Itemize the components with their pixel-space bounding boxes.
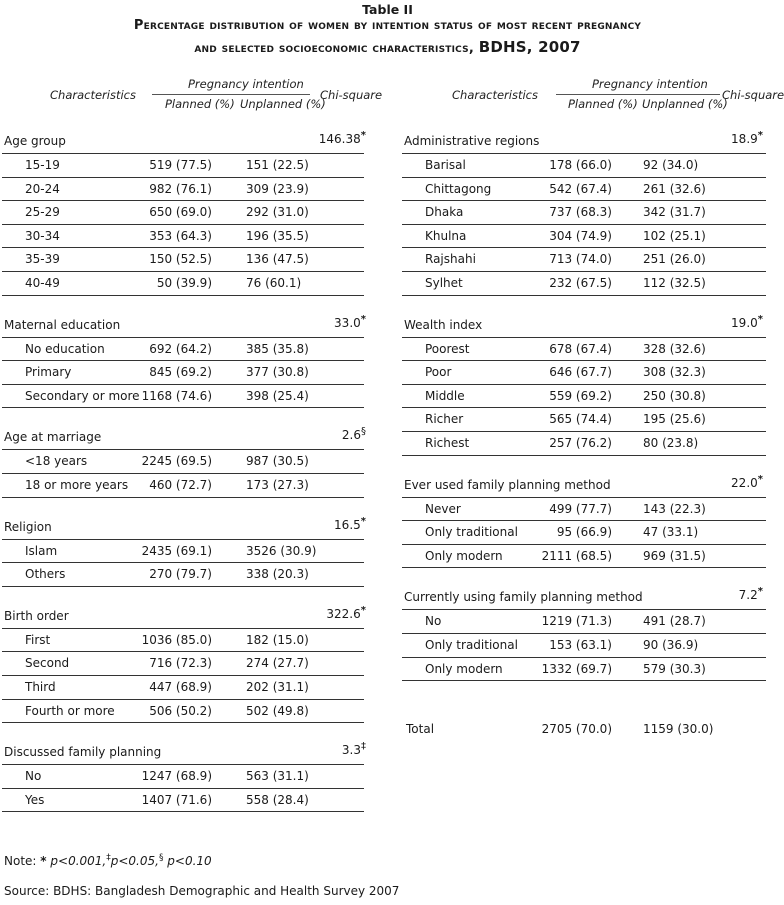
unplanned-value: 579 (30.3) bbox=[643, 661, 706, 676]
note-star: * bbox=[40, 854, 47, 868]
note-prefix: Note: bbox=[4, 854, 37, 868]
row-label: Third bbox=[25, 680, 56, 694]
header-pregnancy-intention: Pregnancy intention bbox=[188, 77, 304, 91]
chi-significance-mark: * bbox=[757, 313, 763, 325]
planned-value: 1407 (71.6) bbox=[141, 792, 212, 807]
table-row bbox=[2, 224, 364, 248]
table-row bbox=[402, 384, 766, 408]
table-row bbox=[2, 628, 364, 652]
table-row bbox=[2, 384, 364, 408]
planned-value: 460 (72.7) bbox=[149, 478, 212, 492]
group-bottom-rule bbox=[2, 407, 364, 408]
group-bottom-rule bbox=[402, 680, 766, 681]
total-label: Total bbox=[406, 722, 435, 736]
row-label: Only traditional bbox=[425, 638, 518, 652]
chi-square-value bbox=[326, 604, 366, 621]
row-label: Rajshahi bbox=[425, 252, 476, 267]
unplanned-value: 173 (27.3) bbox=[246, 478, 309, 492]
unplanned-value: 502 (49.8) bbox=[246, 703, 309, 718]
planned-value: 737 (68.3) bbox=[549, 205, 612, 220]
table-row bbox=[402, 224, 766, 248]
header-rule bbox=[556, 94, 720, 95]
row-label: No bbox=[425, 614, 442, 629]
chi-value: 22.0 bbox=[731, 475, 758, 490]
unplanned-value: 385 (35.8) bbox=[246, 341, 309, 356]
chi-square-value bbox=[731, 473, 763, 490]
row-label: Dhaka bbox=[425, 205, 464, 220]
planned-value: 2435 (69.1) bbox=[141, 543, 212, 558]
header-rule bbox=[152, 94, 310, 95]
unplanned-value: 308 (32.3) bbox=[643, 365, 706, 380]
group-bottom-rule bbox=[2, 497, 364, 498]
table-row bbox=[2, 675, 364, 699]
unplanned-value: 112 (32.5) bbox=[643, 276, 706, 290]
row-label: Chittagong bbox=[425, 181, 492, 196]
row-label: 25-29 bbox=[25, 205, 60, 220]
unplanned-value: 292 (31.0) bbox=[246, 205, 309, 220]
group-bottom-rule bbox=[402, 567, 766, 568]
unplanned-value: 250 (30.8) bbox=[643, 388, 706, 403]
group-bottom-rule bbox=[2, 811, 364, 812]
note-p2: p<0.05, bbox=[110, 854, 159, 868]
unplanned-value: 563 (31.1) bbox=[246, 769, 309, 784]
row-label: Secondary or more bbox=[25, 388, 140, 403]
unplanned-value: 136 (47.5) bbox=[246, 252, 309, 267]
table-row bbox=[2, 539, 364, 563]
planned-value: 499 (77.7) bbox=[549, 501, 612, 516]
unplanned-value: 261 (32.6) bbox=[643, 181, 706, 196]
header-planned: Planned (%) bbox=[568, 97, 638, 111]
table-row bbox=[402, 177, 766, 201]
table-row bbox=[2, 651, 364, 675]
unplanned-value: 274 (27.7) bbox=[246, 656, 309, 671]
planned-value: 270 (79.7) bbox=[149, 567, 212, 582]
planned-value: 646 (67.7) bbox=[549, 365, 612, 380]
chi-square-value bbox=[342, 743, 366, 757]
planned-value: 1168 (74.6) bbox=[141, 388, 212, 403]
unplanned-value: 143 (22.3) bbox=[643, 501, 706, 516]
table-row bbox=[2, 271, 364, 295]
row-label: Barisal bbox=[425, 158, 466, 172]
note-section: § bbox=[158, 853, 164, 863]
chi-value: 19.0 bbox=[731, 315, 758, 330]
row-label: Only modern bbox=[425, 548, 503, 563]
planned-value: 178 (66.0) bbox=[549, 158, 612, 172]
table-row bbox=[402, 271, 766, 295]
table-row bbox=[2, 153, 364, 177]
unplanned-value: 195 (25.6) bbox=[643, 412, 706, 427]
group-title: Age at marriage bbox=[4, 430, 102, 445]
planned-value: 2245 (69.5) bbox=[141, 454, 212, 469]
row-label: Yes bbox=[25, 792, 45, 807]
unplanned-value: 196 (35.5) bbox=[246, 228, 309, 243]
row-label: Primary bbox=[25, 365, 72, 380]
chi-value: 33.0 bbox=[334, 315, 361, 330]
row-label: Sylhet bbox=[425, 276, 463, 290]
planned-value: 716 (72.3) bbox=[149, 656, 212, 671]
table-row bbox=[402, 153, 766, 177]
unplanned-value: 251 (26.0) bbox=[643, 252, 706, 267]
table-row bbox=[2, 200, 364, 224]
note-p1: p<0.001, bbox=[50, 854, 107, 868]
header-characteristics: Characteristics bbox=[50, 88, 136, 102]
unplanned-value: 3526 (30.9) bbox=[246, 543, 317, 558]
planned-value: 650 (69.0) bbox=[149, 205, 212, 220]
table-row bbox=[402, 497, 766, 521]
planned-value: 353 (64.3) bbox=[149, 228, 212, 243]
unplanned-value: 80 (23.8) bbox=[643, 436, 699, 450]
group-title: Currently using family planning method bbox=[404, 590, 643, 605]
table-row bbox=[2, 473, 364, 497]
unplanned-value: 969 (31.5) bbox=[643, 548, 706, 563]
planned-value: 2111 (68.5) bbox=[541, 548, 612, 563]
group-bottom-rule bbox=[2, 586, 364, 587]
chi-value: 16.5 bbox=[334, 517, 361, 532]
group-bottom-rule bbox=[2, 722, 364, 723]
row-label: Never bbox=[425, 501, 461, 516]
planned-value: 1247 (68.9) bbox=[141, 769, 212, 784]
row-label: No education bbox=[25, 341, 105, 356]
row-label: 18 or more years bbox=[25, 478, 129, 492]
table-row bbox=[402, 200, 766, 224]
unplanned-value: 342 (31.7) bbox=[643, 205, 706, 220]
planned-value: 692 (64.2) bbox=[149, 341, 212, 356]
chi-value: 7.2 bbox=[738, 588, 758, 603]
unplanned-value: 47 (33.1) bbox=[643, 525, 699, 540]
group-title: Administrative regions bbox=[404, 134, 540, 148]
header-planned: Planned (%) bbox=[165, 97, 235, 111]
planned-value: 447 (68.9) bbox=[149, 680, 212, 694]
group-title: Age group bbox=[4, 134, 66, 148]
header-unplanned: Unplanned (%) bbox=[240, 97, 326, 111]
unplanned-value: 102 (25.1) bbox=[643, 228, 706, 243]
row-label: 30-34 bbox=[25, 228, 60, 243]
unplanned-value: 202 (31.1) bbox=[246, 680, 309, 694]
chi-square-value bbox=[319, 132, 366, 146]
header-chi-square: Chi-square bbox=[722, 88, 784, 102]
table-row bbox=[402, 544, 766, 568]
chi-value: 2.6 bbox=[341, 428, 361, 443]
row-label: No bbox=[25, 769, 42, 784]
title-line2-text: and selected socioeconomic characteristics, bbox=[194, 41, 474, 56]
table-row bbox=[2, 562, 364, 586]
unplanned-value: 328 (32.6) bbox=[643, 341, 706, 356]
planned-value: 95 (66.9) bbox=[556, 525, 612, 540]
planned-value: 257 (76.2) bbox=[549, 436, 612, 450]
total-unplanned: 1159 (30.0) bbox=[643, 722, 714, 736]
unplanned-value: 558 (28.4) bbox=[246, 792, 309, 807]
significance-note bbox=[4, 854, 212, 868]
header-unplanned: Unplanned (%) bbox=[642, 97, 728, 111]
table-row bbox=[2, 699, 364, 723]
group-title: Maternal education bbox=[4, 317, 121, 332]
table-row bbox=[2, 247, 364, 271]
chi-square-value bbox=[342, 428, 366, 442]
table-row bbox=[2, 337, 364, 361]
row-label: 35-39 bbox=[25, 252, 60, 267]
planned-value: 232 (67.5) bbox=[549, 276, 612, 290]
group-title: Ever used family planning method bbox=[404, 477, 611, 492]
title-line2-survey: BDHS, 2007 bbox=[478, 38, 581, 56]
group-title: Birth order bbox=[4, 608, 69, 623]
table-row bbox=[402, 633, 766, 657]
header-pregnancy-intention: Pregnancy intention bbox=[592, 77, 708, 91]
planned-value: 982 (76.1) bbox=[149, 181, 212, 196]
table-row bbox=[402, 247, 766, 271]
chi-square-value bbox=[739, 588, 763, 602]
chi-square-value bbox=[334, 515, 366, 532]
unplanned-value: 90 (36.9) bbox=[643, 638, 699, 652]
group-bottom-rule bbox=[402, 455, 766, 456]
planned-value: 50 (39.9) bbox=[156, 276, 212, 290]
planned-value: 542 (67.4) bbox=[549, 181, 612, 196]
planned-value: 1332 (69.7) bbox=[541, 661, 612, 676]
unplanned-value: 377 (30.8) bbox=[246, 365, 309, 380]
row-label: Second bbox=[25, 656, 70, 671]
table-row bbox=[2, 764, 364, 788]
table-row bbox=[402, 520, 766, 544]
table-row bbox=[402, 337, 766, 361]
chi-value: 322.6 bbox=[326, 606, 361, 621]
planned-value: 150 (52.5) bbox=[149, 252, 212, 267]
row-label: Poor bbox=[425, 365, 452, 380]
table-title-continued bbox=[0, 38, 775, 56]
group-title: Religion bbox=[4, 519, 52, 534]
unplanned-value: 987 (30.5) bbox=[246, 454, 309, 469]
chi-significance-mark: * bbox=[757, 586, 763, 598]
header-chi-square: Chi-square bbox=[320, 88, 383, 102]
table-row bbox=[402, 609, 766, 633]
group-bottom-rule bbox=[2, 295, 364, 296]
table-title: Percentage distribution of women by intention status of most recent pregnancy bbox=[133, 18, 642, 33]
chi-square-value bbox=[334, 313, 366, 330]
chi-significance-mark: * bbox=[360, 313, 366, 325]
planned-value: 1219 (71.3) bbox=[541, 614, 612, 629]
unplanned-value: 338 (20.3) bbox=[246, 567, 309, 582]
row-label: Islam bbox=[25, 543, 58, 558]
row-label: First bbox=[25, 632, 51, 647]
chi-value: 146.38 bbox=[318, 132, 361, 146]
planned-value: 559 (69.2) bbox=[549, 388, 612, 403]
chi-significance-mark: * bbox=[360, 604, 366, 616]
total-planned: 2705 (70.0) bbox=[541, 722, 612, 736]
note-dagger: ‡ bbox=[106, 853, 111, 863]
row-label: Only traditional bbox=[425, 525, 518, 540]
table-row bbox=[2, 788, 364, 812]
chi-square-value bbox=[731, 132, 763, 146]
row-label: 20-24 bbox=[25, 181, 60, 196]
chi-significance-mark: * bbox=[360, 515, 366, 527]
chi-square-value bbox=[731, 313, 763, 330]
table-row bbox=[2, 449, 364, 473]
unplanned-value: 182 (15.0) bbox=[246, 632, 309, 647]
table-row bbox=[402, 431, 766, 455]
chi-significance-mark: * bbox=[757, 473, 763, 485]
planned-value: 565 (74.4) bbox=[549, 412, 612, 427]
row-label: <18 years bbox=[25, 454, 88, 469]
unplanned-value: 92 (34.0) bbox=[643, 158, 699, 172]
row-label: Only modern bbox=[425, 661, 503, 676]
planned-value: 304 (74.9) bbox=[549, 228, 612, 243]
row-label: 15-19 bbox=[25, 158, 60, 172]
table-row bbox=[402, 360, 766, 384]
unplanned-value: 151 (22.5) bbox=[246, 158, 309, 172]
chi-value: 3.3 bbox=[341, 743, 361, 758]
group-bottom-rule bbox=[402, 295, 766, 296]
unplanned-value: 309 (23.9) bbox=[246, 181, 309, 196]
planned-value: 153 (63.1) bbox=[549, 638, 612, 652]
planned-value: 678 (67.4) bbox=[549, 341, 612, 356]
table-row bbox=[2, 177, 364, 201]
chi-value: 18.9 bbox=[731, 132, 758, 146]
row-label: Fourth or more bbox=[25, 703, 115, 718]
table-label: Table II bbox=[362, 2, 413, 17]
header-characteristics: Characteristics bbox=[452, 88, 538, 102]
unplanned-value: 76 (60.1) bbox=[246, 276, 302, 290]
source-note: Source: BDHS: Bangladesh Demographic and Health Survey 2007 bbox=[4, 884, 400, 898]
row-label: Khulna bbox=[425, 228, 467, 243]
table-row bbox=[402, 407, 766, 431]
group-title: Discussed family planning bbox=[4, 745, 162, 760]
chi-significance-mark: * bbox=[757, 130, 763, 141]
chi-significance-mark: ‡ bbox=[361, 741, 366, 753]
row-label: Poorest bbox=[425, 341, 470, 356]
row-label: Middle bbox=[425, 388, 465, 403]
table-row bbox=[402, 657, 766, 681]
row-label: Richer bbox=[425, 412, 464, 427]
planned-value: 519 (77.5) bbox=[149, 158, 212, 172]
row-label: Others bbox=[25, 567, 66, 582]
row-label: 40-49 bbox=[25, 276, 60, 290]
chi-significance-mark: * bbox=[360, 130, 366, 141]
planned-value: 845 (69.2) bbox=[149, 365, 212, 380]
unplanned-value: 491 (28.7) bbox=[643, 614, 706, 629]
table-row bbox=[2, 360, 364, 384]
note-p3: p<0.10 bbox=[167, 854, 212, 868]
planned-value: 713 (74.0) bbox=[549, 252, 612, 267]
planned-value: 1036 (85.0) bbox=[141, 632, 212, 647]
planned-value: 506 (50.2) bbox=[149, 703, 212, 718]
group-title: Wealth index bbox=[404, 317, 483, 332]
row-label: Richest bbox=[425, 436, 470, 450]
chi-significance-mark: § bbox=[361, 426, 366, 438]
unplanned-value: 398 (25.4) bbox=[246, 388, 309, 403]
